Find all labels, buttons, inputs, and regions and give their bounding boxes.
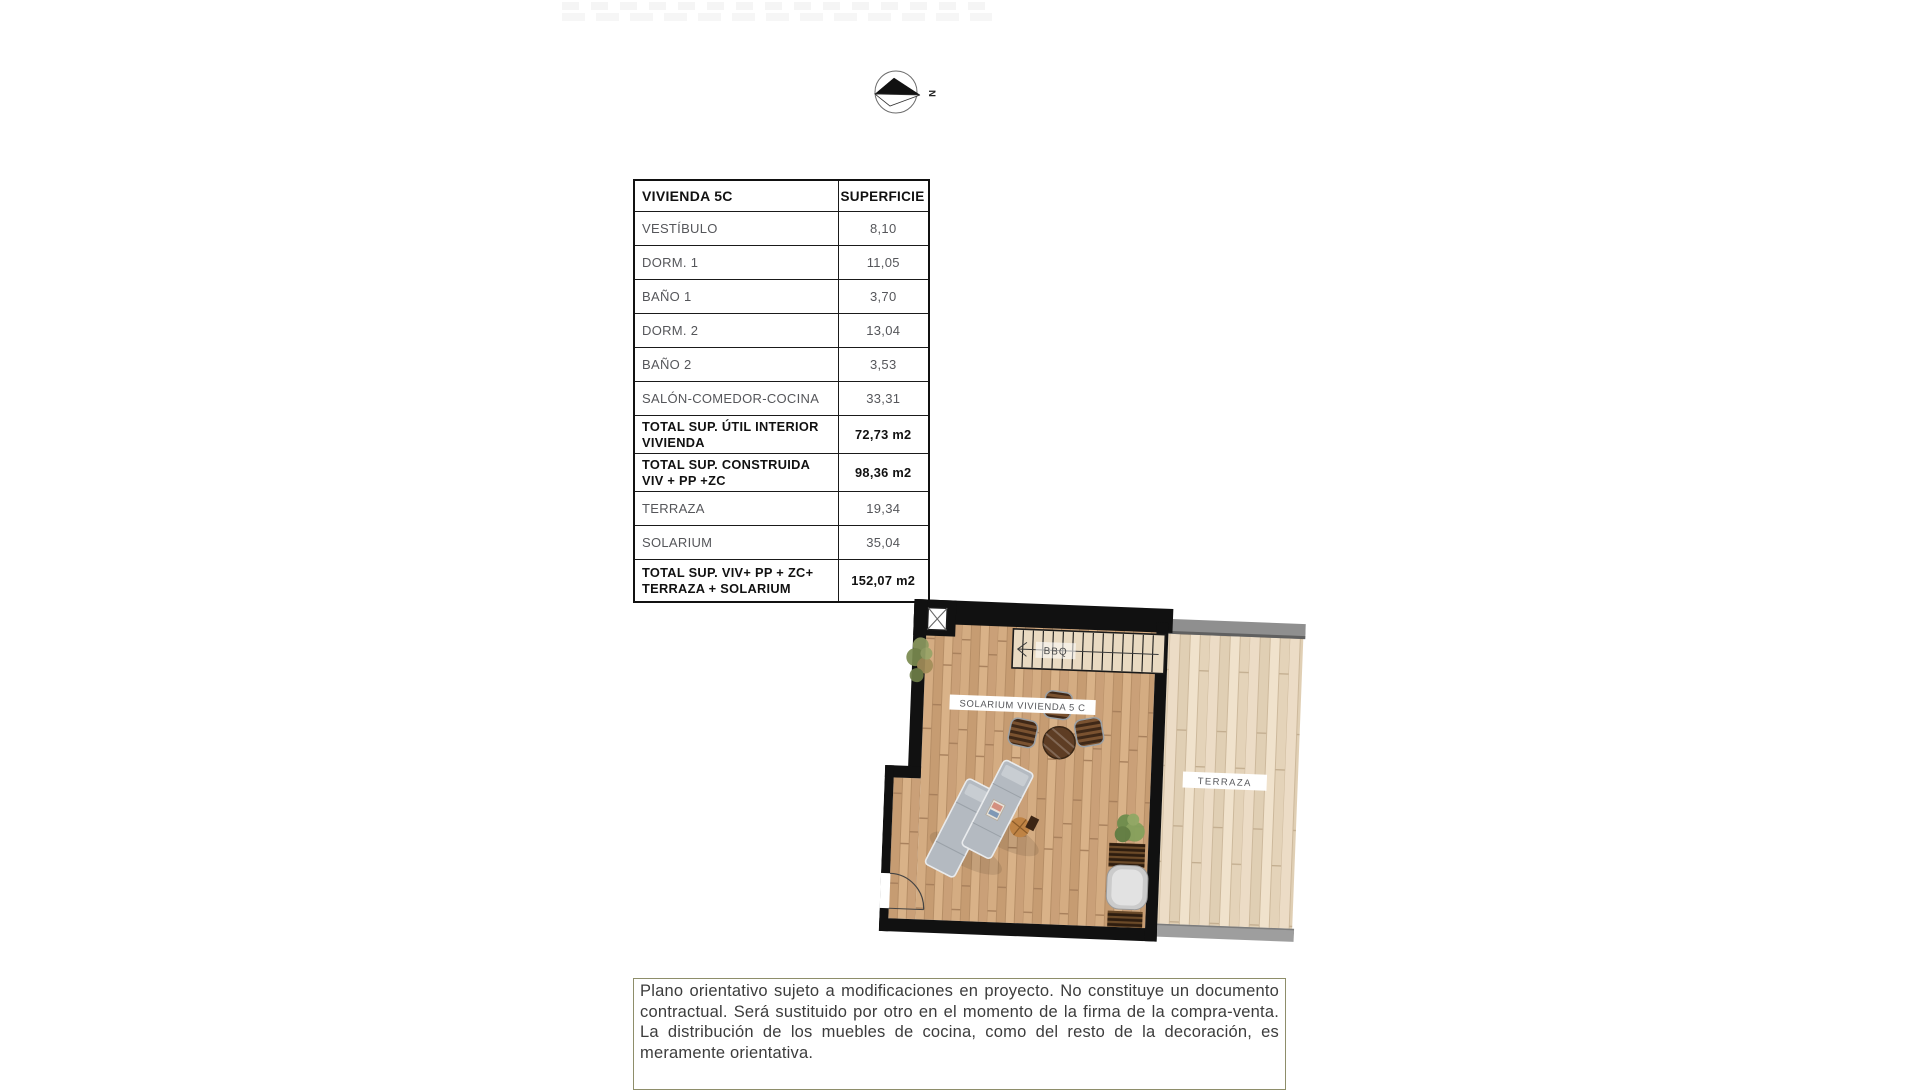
room-area-value: 98,36 m2 bbox=[838, 454, 929, 492]
room-label: TERRAZA bbox=[634, 492, 838, 526]
room-area-value: 3,70 bbox=[838, 280, 929, 314]
room-area-value: 72,73 m2 bbox=[838, 416, 929, 454]
door-opening bbox=[879, 873, 890, 908]
bbq-label: BBQ bbox=[1043, 646, 1068, 658]
bbq-stairs bbox=[1012, 629, 1165, 674]
room-label: DORM. 1 bbox=[634, 246, 838, 280]
table-row bbox=[634, 526, 929, 560]
table-row bbox=[634, 314, 929, 348]
room-label: VESTÍBULO bbox=[634, 212, 838, 246]
table-row bbox=[634, 416, 929, 454]
table-row bbox=[634, 382, 929, 416]
chair bbox=[1074, 717, 1105, 748]
superficie-header: SUPERFICIE bbox=[838, 180, 929, 212]
solarium-label-text: SOLARIUM VIVIENDA 5 C bbox=[959, 698, 1086, 715]
terraza-label-text: TERRAZA bbox=[1197, 776, 1252, 790]
floor-plan-drawing bbox=[879, 592, 1307, 954]
room-area-value: 11,05 bbox=[838, 246, 929, 280]
artifact-row bbox=[562, 13, 992, 21]
table-header-row bbox=[634, 180, 929, 212]
room-label: DORM. 2 bbox=[634, 314, 838, 348]
room-area-value: 8,10 bbox=[838, 212, 929, 246]
room-area-value: 152,07 m2 bbox=[838, 560, 929, 603]
round-table bbox=[1043, 726, 1076, 759]
table-row bbox=[634, 246, 929, 280]
room-label: SOLARIUM bbox=[634, 526, 838, 560]
compass-north-label: N bbox=[926, 90, 936, 97]
solarium-floor-extension bbox=[888, 777, 920, 919]
room-area-value: 19,34 bbox=[838, 492, 929, 526]
table-row bbox=[634, 454, 929, 492]
room-area-value: 35,04 bbox=[838, 526, 929, 560]
room-area-value: 13,04 bbox=[838, 314, 929, 348]
room-label: TOTAL SUP. VIV+ PP + ZC+ TERRAZA + SOLARIUM bbox=[634, 560, 838, 603]
room-label: BAÑO 1 bbox=[634, 280, 838, 314]
floor-plan bbox=[879, 592, 1307, 954]
compass-icon bbox=[866, 64, 936, 122]
artifact-row bbox=[562, 2, 992, 10]
room-label: TOTAL SUP. ÚTIL INTERIOR VIVIENDA bbox=[634, 416, 838, 454]
room-label: BAÑO 2 bbox=[634, 348, 838, 382]
table-row bbox=[634, 560, 929, 603]
cropped-header-artifact bbox=[562, 2, 992, 24]
room-area-value: 33,31 bbox=[838, 382, 929, 416]
room-label: TOTAL SUP. CONSTRUIDA VIV + PP +ZC bbox=[634, 454, 838, 492]
table-title: VIVIENDA 5C bbox=[634, 180, 838, 212]
table-row bbox=[634, 212, 929, 246]
north-compass bbox=[866, 64, 936, 122]
table-row bbox=[634, 348, 929, 382]
table-row bbox=[634, 492, 929, 526]
skylight-box bbox=[927, 608, 947, 631]
disclaimer-text: Plano orientativo sujeto a modificaciones en proyecto. No constituye un documento contractual. Será sustituido por otro en el momento de la firma de la compra-venta. La distribución de los muebles de cocina, como del resto de la decoración, es meramente orientativa. bbox=[640, 982, 1279, 1062]
terraza-label bbox=[1183, 771, 1268, 790]
chair bbox=[1007, 717, 1039, 749]
table-row bbox=[634, 280, 929, 314]
room-area-value: 3,53 bbox=[838, 348, 929, 382]
room-label: SALÓN-COMEDOR-COCINA bbox=[634, 382, 838, 416]
disclaimer-box bbox=[633, 978, 1286, 1090]
surface-area-table bbox=[633, 179, 930, 603]
